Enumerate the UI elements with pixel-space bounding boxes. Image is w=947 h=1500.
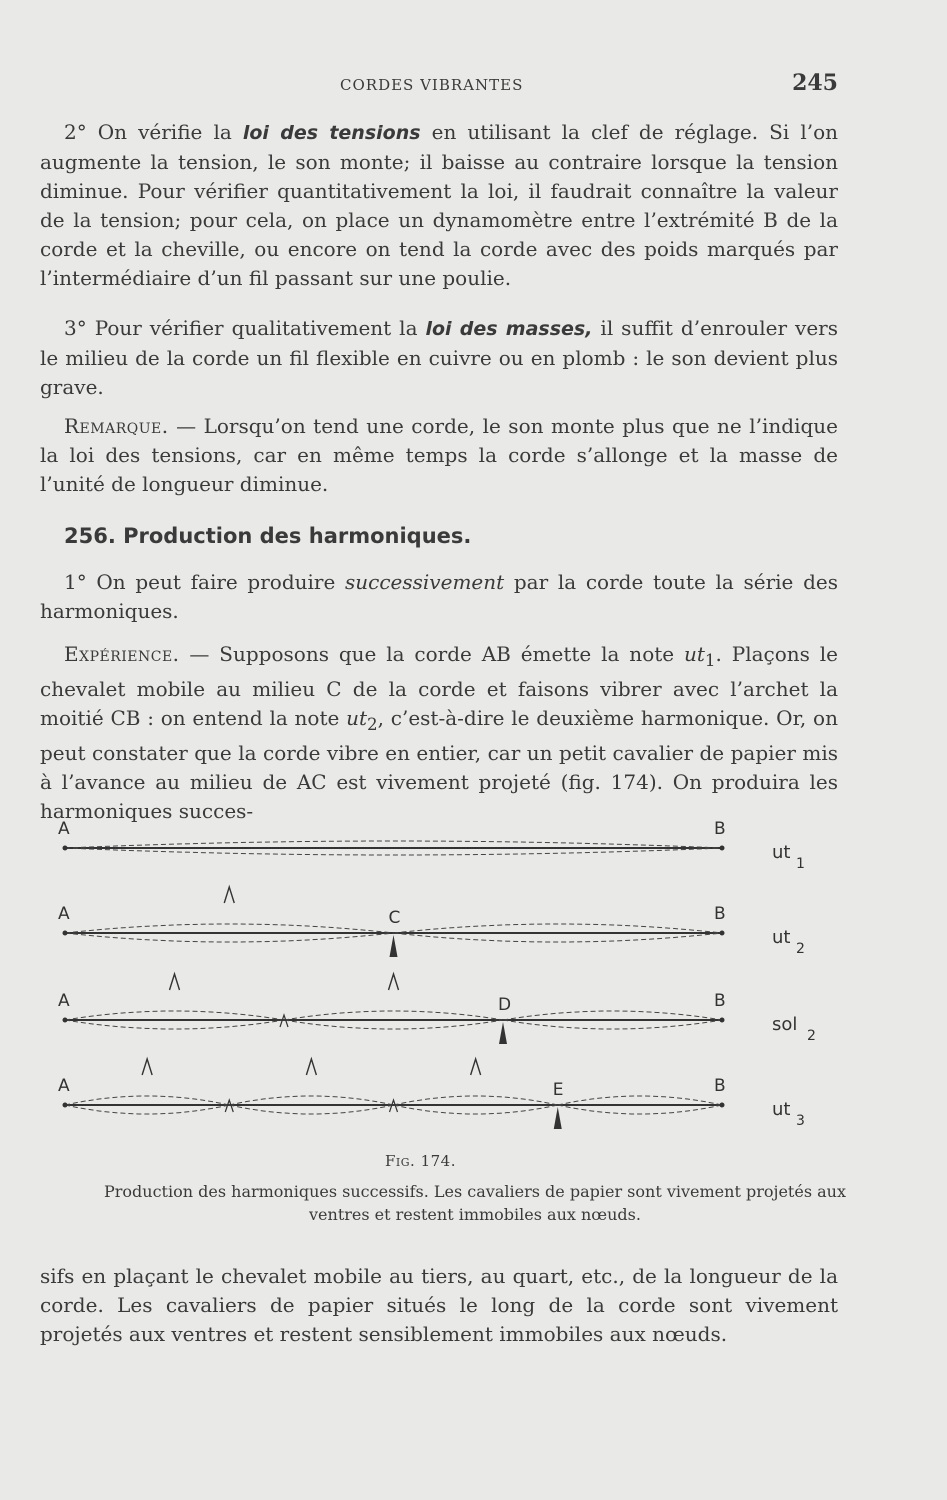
string-end-label-a: A (58, 1076, 70, 1096)
figure-174 (50, 815, 850, 1150)
paragraph-law-of-masses: 3° Pour vérifier qualitativement la loi des masses, il suffit d’enrouler vers le milieu de la corde un fil flexible en cuivre ou en plomb : le son devient plus grave. (40, 316, 839, 399)
section-heading: 256. Production des harmoniques. (64, 524, 472, 548)
experiment-label: Expérience. (64, 642, 180, 666)
note-subscript: 1 (796, 856, 805, 872)
note-label: ut (772, 1099, 791, 1120)
page-number: 245 (792, 70, 838, 96)
vibration-envelope-lower (65, 1020, 284, 1029)
paragraph-conclusion: sifs en plaçant le chevalet mobile au tiers, au quart, etc., de la longueur de la corde. Les cavaliers de papier situés le long de la corde sont vivement projetés aux ventres et restent sensiblement immobiles aux nœuds. (40, 1264, 838, 1346)
string-end-b (720, 846, 725, 851)
vibration-envelope-lower (65, 848, 722, 855)
node-label: E (552, 1080, 564, 1100)
vibration-envelope-upper (65, 924, 394, 933)
vibration-envelope-upper (503, 1011, 722, 1020)
remark-label: Remarque. (64, 414, 169, 438)
paragraph-law-of-tensions: 2° On vérifie la loi des tensions en utilisant la clef de réglage. Si l’on augmente la tension, le son monte; il baisse au contraire lorsque la tension diminue. Pour vérifier quantitativement la loi, il faudrait connaître la valeur de la tension; pour cela, on place un dynamomètre entre l’extrémité B de la corde et la cheville, ou encore on tend la corde avec des poids marqués par l’intermédiaire d’un fil passant sur une poulie. (40, 120, 839, 290)
vibration-envelope-lower (284, 1020, 503, 1029)
figure-number: Fig. 174. (385, 1152, 456, 1170)
note-label: sol (772, 1014, 798, 1035)
string-end-b (720, 931, 725, 936)
figure-caption: Production des harmoniques successifs. Les cavaliers de papier sont vivement projetés aux ventres et restent immobiles aux nœuds. (104, 1182, 846, 1224)
bridge-chevalet (390, 935, 398, 957)
bridge-chevalet (554, 1107, 562, 1129)
page-header (40, 70, 840, 100)
note-label: ut (772, 842, 791, 863)
vibration-envelope-upper (394, 1096, 558, 1105)
string-end-a (63, 1103, 68, 1108)
vibration-envelope-lower (394, 933, 723, 942)
vibration-envelope-lower (229, 1105, 393, 1114)
paragraph-harmonics-intro: 1° On peut faire produire successivement par la corde toute la série des harmoniques. (40, 570, 838, 623)
note-label: ut (772, 927, 791, 948)
running-title: CORDES VIBRANTES (340, 76, 524, 94)
string-end-label-a: A (58, 991, 70, 1011)
vibration-envelope-upper (65, 841, 722, 848)
string-end-b (720, 1018, 725, 1023)
vibration-envelope-upper (394, 924, 723, 933)
node-label: D (498, 995, 512, 1015)
vibration-envelope-lower (394, 1105, 558, 1114)
string-end-a (63, 846, 68, 851)
note-subscript: 2 (807, 1028, 816, 1044)
node-label: C (388, 908, 401, 928)
string-end-label-b: B (714, 819, 726, 839)
term-successivement: successivement (345, 570, 505, 594)
term-law-of-masses: loi des masses, (425, 318, 593, 340)
vibration-envelope-lower (558, 1105, 722, 1114)
string-end-label-b: B (714, 1076, 726, 1096)
string-end-label-b: B (714, 904, 726, 924)
term-law-of-tensions: loi des tensions (242, 122, 421, 144)
vibration-envelope-upper (65, 1011, 284, 1020)
note-subscript: 2 (796, 941, 805, 957)
string-end-a (63, 931, 68, 936)
vibration-envelope-upper (229, 1096, 393, 1105)
vibration-envelope-lower (503, 1020, 722, 1029)
paragraph-remark: Remarque. — Lorsqu’on tend une corde, le son monte plus que ne l’indique la loi des tensions, car en même temps la corde s’allonge et la masse de l’unité de longueur diminue. (40, 414, 838, 496)
paper-rider-projected (389, 974, 399, 990)
string-end-b (720, 1103, 725, 1108)
paper-rider-projected (224, 887, 234, 903)
string-end-a (63, 1018, 68, 1023)
bridge-chevalet (499, 1022, 507, 1044)
vibration-envelope-lower (65, 1105, 229, 1114)
string-end-label-b: B (714, 991, 726, 1011)
note-subscript: 3 (796, 1113, 805, 1129)
vibration-envelope-lower (65, 933, 394, 942)
string-end-label-a: A (58, 819, 70, 839)
paper-rider-projected (170, 974, 180, 990)
paper-rider-projected (306, 1059, 316, 1075)
paper-rider-projected (142, 1059, 152, 1075)
vibration-envelope-upper (284, 1011, 503, 1020)
vibrating-strings-diagram (50, 815, 850, 1150)
vibration-envelope-upper (558, 1096, 722, 1105)
vibration-envelope-upper (65, 1096, 229, 1105)
string-end-label-a: A (58, 904, 70, 924)
paper-rider-projected (471, 1059, 481, 1075)
paragraph-experiment: Expérience. — Supposons que la corde AB émette la note $ut_1$. Plaçons le chevalet mobile au milieu C de la corde et faisons vibrer avec l’archet la moitié CB : on entend la note $ut_2$, c’est-à-dire le deuxième harmonique. Or, on peut constater que la corde vibre en entier, car un petit cavalier de papier mis à l’avance au milieu de AC est vivement projeté (fig. 174). On produira les harmoniques succes- (40, 642, 839, 823)
